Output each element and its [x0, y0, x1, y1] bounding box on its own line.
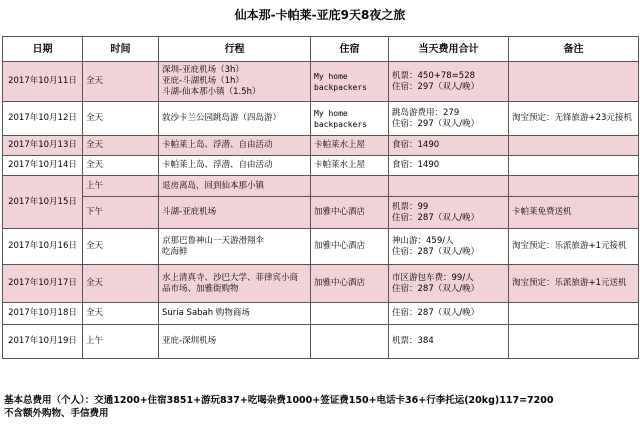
date-cell: 2017年10月15日: [3, 176, 83, 229]
cost-line: 机票：450+78=528: [392, 70, 476, 81]
date-cell: 2017年10月14日: [3, 156, 83, 176]
lodging-line: My home: [314, 108, 348, 118]
itinerary-line: 京那巴鲁神山一天游滑翔伞: [162, 235, 265, 246]
note-cell: 淘宝预定：乐派旅游+1元接机: [509, 229, 639, 265]
header-date: 日期: [3, 37, 83, 62]
time-cell: 全天: [83, 102, 159, 136]
cost-summary: [4, 394, 636, 420]
itinerary-line: 水上清真寺、沙巴大学、菲律宾小商: [162, 272, 299, 283]
lodging-cell: 加雅中心酒店: [311, 265, 389, 303]
header-time: 时间: [83, 37, 159, 62]
lodging-cell: 加雅中心酒店: [311, 197, 389, 229]
note-line: 淘宝预定：无锋旅游+23元接机: [512, 113, 632, 123]
table-row: [3, 325, 639, 359]
time-cell: 全天: [83, 136, 159, 156]
cost-cell: 机票：384: [389, 325, 509, 359]
note-cell: 卡帕莱免费送机: [509, 197, 639, 229]
itinerary-line: 敦沙卡兰公园跳岛游（四岛游）: [162, 113, 282, 123]
time-cell: 全天: [83, 229, 159, 265]
itinerary-cell: 斗湖-亚庇机场: [159, 197, 311, 229]
date-cell: 2017年10月18日: [3, 303, 83, 325]
cost-line: 住宿：297（双人/晚）: [392, 81, 480, 92]
table-row: [3, 156, 639, 176]
note-cell: [509, 325, 639, 359]
lodging-line: backpackers: [314, 82, 367, 92]
itinerary-line: 品市场、加雅街购物: [162, 283, 239, 294]
table-row: [3, 176, 639, 197]
cost-cell: 住宿：287（双人/晚）: [389, 303, 509, 325]
date-cell: 2017年10月13日: [3, 136, 83, 156]
cost-cell: [389, 102, 509, 136]
lodging-cell: [311, 176, 389, 197]
header-itinerary: 行程: [159, 37, 311, 62]
header-lodging: 住宿: [311, 37, 389, 62]
time-cell: 全天: [83, 62, 159, 102]
cost-line: 机票：99: [392, 201, 429, 212]
note-cell: [509, 136, 639, 156]
note-cell: [509, 156, 639, 176]
note-cell: [509, 62, 639, 102]
cost-line: 神山游：459/人: [392, 235, 454, 246]
cost-cell: [389, 62, 509, 102]
cost-line: 住宿：287（双人/晚）: [392, 246, 480, 257]
note-cell: [509, 102, 639, 136]
itinerary-line: 吃海鲜: [162, 246, 188, 257]
cost-line: 跳岛游费用：279: [392, 107, 460, 118]
lodging-cell: [311, 102, 389, 136]
cost-summary-note: 不含额外购物、手信费用: [4, 408, 109, 419]
lodging-cell: 卡帕莱水上屋: [311, 156, 389, 176]
itinerary-cell: 退房离岛，回到仙本那小镇: [159, 176, 311, 197]
cost-cell: 食宿：1490: [389, 136, 509, 156]
page-title: 仙本那-卡帕莱-亚庇9天8夜之旅: [234, 8, 406, 22]
note-cell: [509, 303, 639, 325]
time-cell: 上午: [83, 325, 159, 359]
lodging-line: My home: [314, 71, 348, 81]
table-row: [3, 136, 639, 156]
table-row: [3, 197, 639, 229]
itinerary-cell: [159, 265, 311, 303]
time-cell: 全天: [83, 156, 159, 176]
table-row: [3, 62, 639, 102]
lodging-cell: [311, 62, 389, 102]
time-cell: 下午: [83, 197, 159, 229]
table-header-row: [3, 37, 639, 62]
itinerary-cell: 卡帕莱上岛、浮潜、自由活动: [159, 136, 311, 156]
header-note: 备注: [509, 37, 639, 62]
cost-summary-line: 基本总费用（个人）：交通1200+住宿3851+游玩837+吃喝杂费1000+签证费150+电话卡36+行李托运(20kg)117=7200: [4, 395, 554, 406]
lodging-cell: [311, 303, 389, 325]
table-row: [3, 102, 639, 136]
itinerary-table: [2, 36, 639, 359]
lodging-cell: 卡帕莱水上屋: [311, 136, 389, 156]
date-cell: 2017年10月11日: [3, 62, 83, 102]
lodging-cell: [311, 325, 389, 359]
note-cell: [509, 176, 639, 197]
itinerary-cell: 亚庇-深圳机场: [159, 325, 311, 359]
time-cell: 上午: [83, 176, 159, 197]
time-cell: 全天: [83, 303, 159, 325]
itinerary-cell: [159, 62, 311, 102]
itinerary-cell: 卡帕莱上岛、浮潜、自由活动: [159, 156, 311, 176]
itinerary-line: 深圳-亚庇机场（3h）: [162, 65, 244, 75]
cost-cell: [389, 229, 509, 265]
date-cell: 2017年10月16日: [3, 229, 83, 265]
cost-line: 市区游包车费：99/人: [392, 272, 474, 283]
date-cell: 2017年10月17日: [3, 265, 83, 303]
note-cell: 淘宝预定：乐派旅游+1元送机: [509, 265, 639, 303]
cost-line: 住宿：287（双人/晚）: [392, 283, 480, 294]
itinerary-cell: Suria Sabah 购物商场: [159, 303, 311, 325]
itinerary-line: 亚庇-斗湖机场（1h）: [162, 76, 244, 86]
lodging-cell: 加雅中心酒店: [311, 229, 389, 265]
table-row: [3, 229, 639, 265]
header-cost: 当天费用合计: [389, 37, 509, 62]
date-cell: 2017年10月12日: [3, 102, 83, 136]
time-cell: 全天: [83, 265, 159, 303]
cost-cell: [389, 176, 509, 197]
table-row: [3, 265, 639, 303]
lodging-line: backpackers: [314, 119, 367, 129]
cost-cell: [389, 197, 509, 229]
itinerary-cell: [159, 102, 311, 136]
cost-line: 住宿：287（双人/晚）: [392, 212, 480, 223]
table-row: [3, 303, 639, 325]
cost-cell: [389, 265, 509, 303]
itinerary-line: 斗湖-仙本那小镇（1.5h）: [162, 87, 261, 97]
date-cell: 2017年10月19日: [3, 325, 83, 359]
itinerary-cell: [159, 229, 311, 265]
cost-cell: 食宿：1490: [389, 156, 509, 176]
cost-line: 住宿：297（双人/晚）: [392, 118, 480, 129]
